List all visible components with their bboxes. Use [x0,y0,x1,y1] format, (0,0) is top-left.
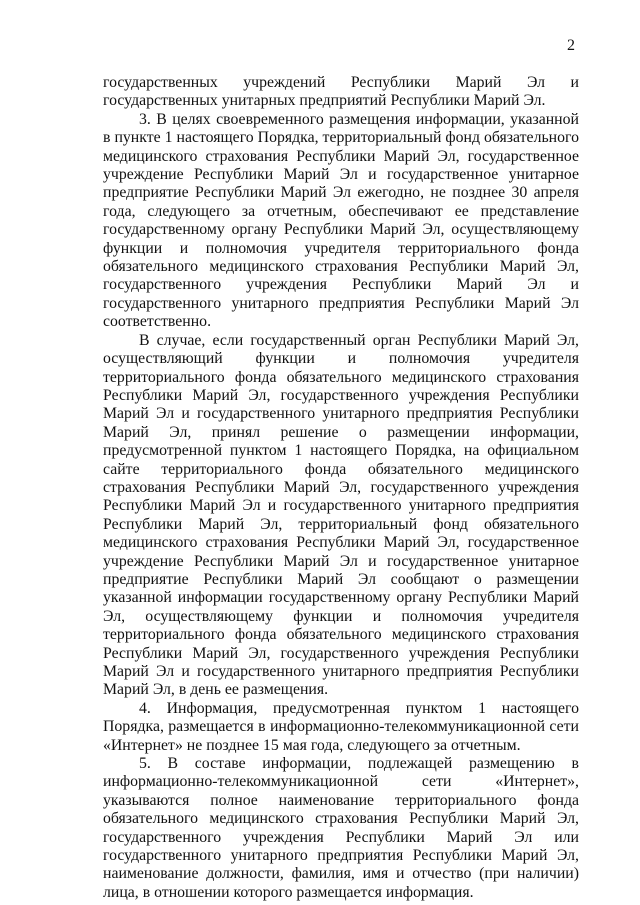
paragraph-item-3-case: В случае, если государственный орган Республики Марий Эл, осуществляющий функции и полномочия учредителя территориального фонда обязательного медицинского страхования Республики Марий Эл, государственного учреждения Республики Марий Эл и государственного унитарного предприятия Республики Марий Эл, принял решение о размещении информации, предусмотренной пунктом 1 настоящего Порядка, на официальном сайте территориального фонда обязательного медицинского страхования Республики Марий Эл, государственного учреждения Республики Марий Эл и государственного унитарного предприятия Республики Марий Эл, территориальный фонд обязательного медицинского страхования Республики Марий Эл, государственное учреждение Республики Марий Эл и государственное унитарное предприятие Республики Марий Эл сообщают о размещении указанной информации государственному органу Республики Марий Эл, осуществляющему функции и полномочия учредителя территориального фонда обязательного медицинского страхования Республики Марий Эл, государственного учреждения Республики Марий Эл и государственного унитарного предприятия Республики Марий Эл, в день ее размещения. [103,331,579,699]
paragraph-item-4: 4. Информация, предусмотренная пунктом 1 настоящего Порядка, размещается в информационно-телекоммуникационной сети «Интернет» не позднее 15 мая года, следующего за отчетным. [103,699,579,754]
paragraph-item-3: 3. В целях своевременного размещения информации, указанной в пункте 1 настоящего Порядка, территориальный фонд обязательного медицинского страхования Республики Марий Эл, государственное учреждение Республики Марий Эл и государственное унитарное предприятие Республики Марий Эл ежегодно, не позднее 30 апреля года, следующего за отчетным, обеспечивают ее представление государственному органу Республики Марий Эл, осуществляющему функции и полномочия учредителя территориального фонда обязательного медицинского страхования Республики Марий Эл, государственного учреждения Республики Марий Эл и государственного унитарного предприятия Республики Марий Эл соответственно. [103,110,579,331]
page-number: 2 [567,37,575,54]
paragraph-item-5: 5. В составе информации, подлежащей размещению в информационно-телекоммуникационной сети «Интернет», указываются полное наименование территориального фонда обязательного медицинского страхования Республики Марий Эл, государственного учреждения Республики Марий Эл или государственного унитарного предприятия Республики Марий Эл, наименование должности, фамилия, имя и отчество (при наличии) лица, в отношении которого размещается информация. [103,755,579,901]
document-body [103,74,579,902]
paragraph-continuation: государственных учреждений Республики Марий Эл и государственных унитарных предприятий Республики Марий Эл. [103,74,579,110]
